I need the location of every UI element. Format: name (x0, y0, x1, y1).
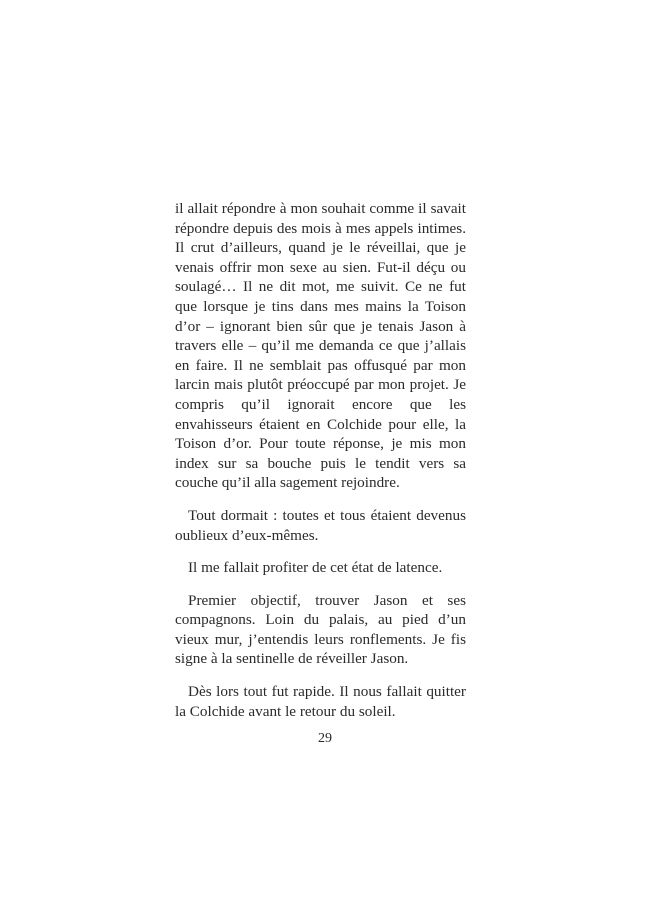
page-number: 29 (318, 731, 332, 746)
paragraph: Dès lors tout fut rapide. Il nous fallait quitter la Colchide avant le retour du soleil. (175, 683, 466, 720)
paragraph: Tout dormait : toutes et tous étaient devenus oublieux d’eux-mêmes. (175, 506, 466, 544)
body-text (175, 199, 466, 734)
paragraph: Il me fallait profiter de cet état de latence. (188, 559, 443, 577)
paragraph-continuation: il allait répondre à mon souhait comme il savait répondre depuis des mois à mes appels intimes. Il crut d’ailleurs, quand je le réveillai, que je venais offrir mon sexe au sien. Fut-il déçu ou soulagé… Il ne dit mot, me suivit. Ce ne fut que lorsque je tins dans mes mains la Toison d’or – ignorant bien sûr que je tenais Jason à travers elle – qu’il me demanda ce que j’allais en faire. Il ne semblait pas offusqué par mon larcin mais plutôt préoccupé par mon projet. Je compris qu’il ignorait encore que les envahisseurs étaient en Colchide pour elle, la Toison d’or. Pour toute réponse, je mis mon index sur sa bouche puis le tendit vers sa couche qu’il alla sagement rejoindre. (175, 200, 466, 492)
paragraph: Premier objectif, trouver Jason et ses compagnons. Loin du palais, au pied d’un vieux mur, j’entendis leurs ronflements. Je fis signe à la sentinelle de réveiller Jason. (175, 591, 466, 668)
